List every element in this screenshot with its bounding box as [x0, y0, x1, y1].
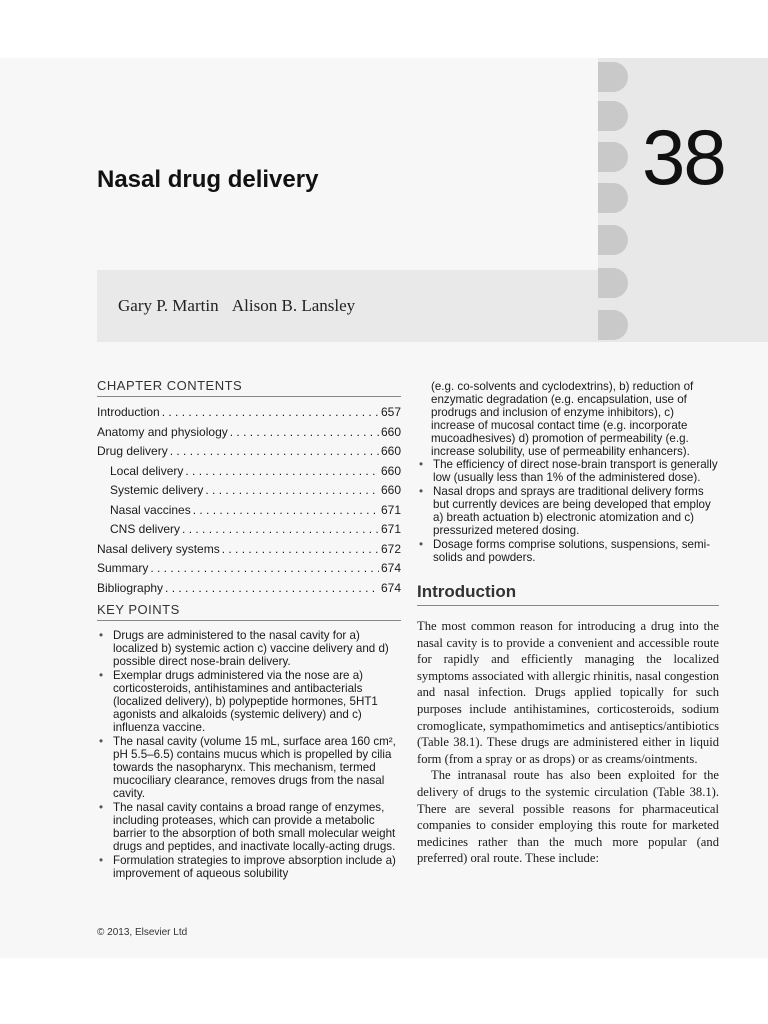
- key-point-continuation: (e.g. co-solvents and cyclodextrins), b) reduction of enzymatic degradation (e.g. encapsulation, use of prodrugs and inclusion of enzyme inhibitors), c) increase of mucosal contact time (e.g. incorporate mucoadhesives) d) promotion of permeability (e.g. increase solubility, use of permeability enhancers).: [431, 380, 694, 458]
- introduction-body: [417, 618, 719, 867]
- chapter-number: 38: [642, 113, 725, 201]
- toc-page: 657: [380, 405, 401, 419]
- key-point: • Dosage forms comprise solutions, suspensions, semi-solids and powders.: [417, 538, 719, 564]
- toc-label: Introduction: [97, 405, 160, 419]
- key-points-list-continued: [417, 458, 719, 564]
- copyright-footer: © 2013, Elsevier Ltd: [97, 927, 188, 938]
- authors: [118, 296, 365, 316]
- toc-item[interactable]: [97, 423, 401, 443]
- toc-label: Nasal vaccines: [110, 502, 191, 517]
- key-point: • Formulation strategies to improve absorption include a) improvement of aqueous solubility: [97, 854, 401, 880]
- table-of-contents: [97, 403, 401, 598]
- key-points-list: [97, 629, 401, 880]
- paragraph: The most common reason for introducing a drug into the nasal cavity is to provide a convenient and accessible route for rapidly and efficiently managing the localized symptoms associated with allergic rhinitis, nasal congestion and nasal infection. Drugs applied topically for such purposes include antihistamines, corticosteroids, sodium cromoglicate, sympathomimetics and antiseptics/antibiotics (Table 38.1). These drugs are administered either in liquid form (from a spray or as drops) or as creams/ointments.: [417, 619, 719, 766]
- toc-item[interactable]: [97, 540, 401, 560]
- left-column: [97, 378, 401, 881]
- author-name: Alison B. Lansley: [231, 296, 356, 315]
- toc-label: Drug delivery: [97, 444, 168, 458]
- contents-heading: CHAPTER CONTENTS: [97, 378, 401, 397]
- key-point: • The nasal cavity contains a broad range of enzymes, including proteases, which can provide a metabolic barrier to the absorption of both small molecular weight drugs and peptides, and inactivate locally-acting drugs.: [97, 801, 401, 853]
- toc-item[interactable]: [97, 579, 401, 599]
- toc-label: Local delivery: [110, 463, 184, 478]
- toc-label: Systemic delivery: [110, 483, 204, 497]
- tab-mark: [598, 183, 628, 213]
- toc-label: Summary: [97, 561, 149, 575]
- key-point: • Exemplar drugs administered via the nose are a) corticosteroids, antihistamines and antibacterials (localized delivery), b) polypeptide hormones, 5HT1 agonists and alkaloids (systemic delivery) and c) influenza vaccine.: [97, 669, 401, 734]
- author-name: Gary P. Martin: [118, 296, 219, 315]
- toc-page: 672: [380, 541, 401, 556]
- toc-item[interactable]: [97, 481, 401, 501]
- tab-mark: [598, 62, 628, 92]
- toc-page: 660: [380, 463, 401, 478]
- toc-page: 671: [380, 502, 401, 517]
- key-point: • Nasal drops and sprays are traditional delivery forms but currently devices are being developed that employ a) breath actuation b) electronic atomization and c) pressurized metered dosing.: [417, 485, 719, 537]
- toc-label: CNS delivery: [110, 522, 181, 536]
- right-column: [417, 380, 719, 867]
- toc-page: 674: [380, 580, 401, 595]
- toc-label: Bibliography: [97, 580, 164, 595]
- toc-item[interactable]: [97, 559, 401, 579]
- toc-page: 660: [380, 444, 401, 458]
- toc-item[interactable]: [97, 501, 401, 521]
- key-point: • Drugs are administered to the nasal cavity for a) localized b) systemic action c) vaccine delivery and d) possible direct nose-brain delivery.: [97, 629, 401, 668]
- toc-page: 674: [380, 561, 401, 575]
- toc-page: 660: [380, 424, 401, 439]
- toc-page: 660: [380, 483, 401, 497]
- introduction-heading: Introduction: [417, 582, 719, 606]
- toc-page: 671: [380, 522, 401, 536]
- tab-mark: [598, 225, 628, 255]
- toc-item[interactable]: [97, 520, 401, 540]
- chapter-title: Nasal drug delivery: [97, 166, 319, 193]
- tab-mark: [598, 310, 628, 340]
- tab-mark: [598, 142, 628, 172]
- key-point: • The efficiency of direct nose-brain transport is generally low (usually less than 1% of the administered dose).: [417, 458, 719, 484]
- key-point: • The nasal cavity (volume 15 mL, surface area 160 cm², pH 5.5–6.5) contains mucus which is propelled by cilia towards the nasopharynx. This mechanism, termed mucociliary clearance, removes drugs from the nasal cavity.: [97, 735, 401, 800]
- key-points-heading: KEY POINTS: [97, 602, 401, 621]
- toc-label: Anatomy and physiology: [97, 424, 228, 439]
- paragraph: The intranasal route has also been exploited for the delivery of drugs to the systemic circulation (Table 38.1). There are several possible reasons for pharmaceutical companies to consider employing this route for marketed medicines rather than the much more popular (and preferred) oral route. These include:: [417, 768, 719, 866]
- tab-mark: [598, 268, 628, 298]
- toc-label: Nasal delivery systems: [97, 541, 220, 556]
- tab-mark: [598, 101, 628, 131]
- toc-item[interactable]: [97, 403, 401, 423]
- toc-item[interactable]: [97, 462, 401, 482]
- toc-item[interactable]: [97, 442, 401, 462]
